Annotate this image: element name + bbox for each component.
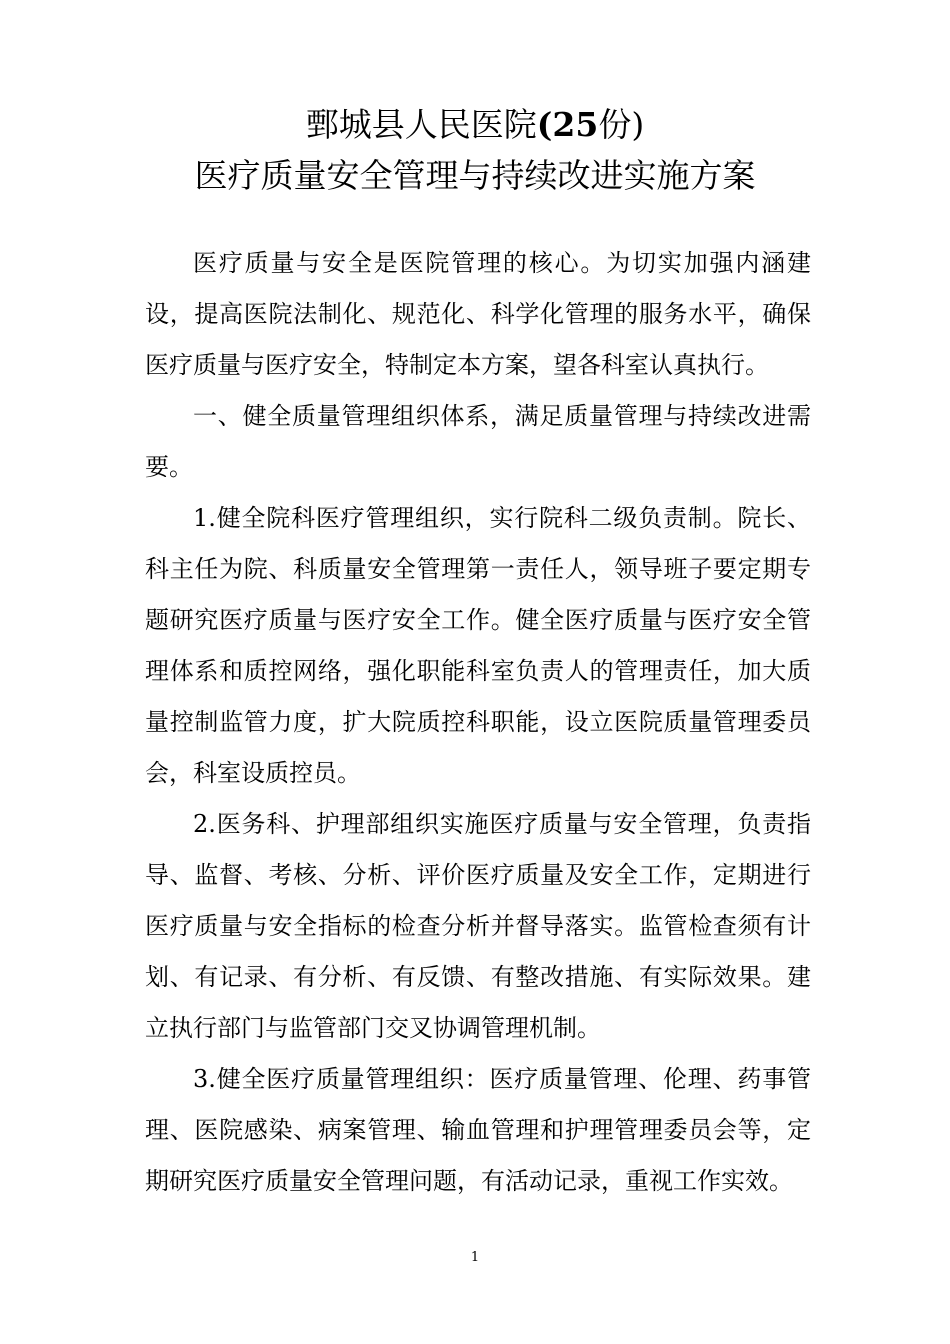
paragraph-intro: 医疗质量与安全是医院管理的核心。为切实加强内涵建设，提高医院法制化、规范化、科学化管理的服务水平，确保医疗质量与医疗安全，特制定本方案，望各科室认真执行。: [145, 249, 811, 379]
document-title-line-1: [0, 105, 950, 145]
paragraph-item-1: 1.健全院科医疗管理组织，实行院科二级负责制。院长、科主任为院、科质量安全管理第一责任人，领导班子要定期专题研究医疗质量与医疗安全工作。健全医疗质量与医疗安全管理体系和质控网络，强化职能科室负责人的管理责任，加大质量控制监管力度，扩大院质控科职能，设立医院质量管理委员会，科室设质控员。: [145, 504, 811, 787]
paragraph-item-2: 2.医务科、护理部组织实施医疗质量与安全管理，负责指导、监督、考核、分析、评价医疗质量及安全工作，定期进行医疗质量与安全指标的检查分析并督导落实。监管检查须有计划、有记录、有分析、有反馈、有整改措施、有实际效果。建立执行部门与监管部门交叉协调管理机制。: [145, 810, 811, 1042]
title-copy-count: (25: [536, 105, 599, 144]
title-hospital-name: 鄄城县人民医院: [305, 105, 537, 144]
document-body: [145, 238, 811, 1207]
page-number: 1: [470, 1250, 480, 1265]
paragraph-section-1: 一、健全质量管理组织体系，满足质量管理与持续改进需要。: [145, 402, 811, 481]
title-copy-suffix: 份): [598, 105, 645, 144]
paragraph-item-3: 3.健全医疗质量管理组织：医疗质量管理、伦理、药事管理、医院感染、病案管理、输血管理和护理管理委员会等，定期研究医疗质量安全管理问题，有活动记录，重视工作实效。: [145, 1065, 811, 1195]
document-title-line-2: 医疗质量安全管理与持续改进实施方案: [194, 156, 756, 195]
